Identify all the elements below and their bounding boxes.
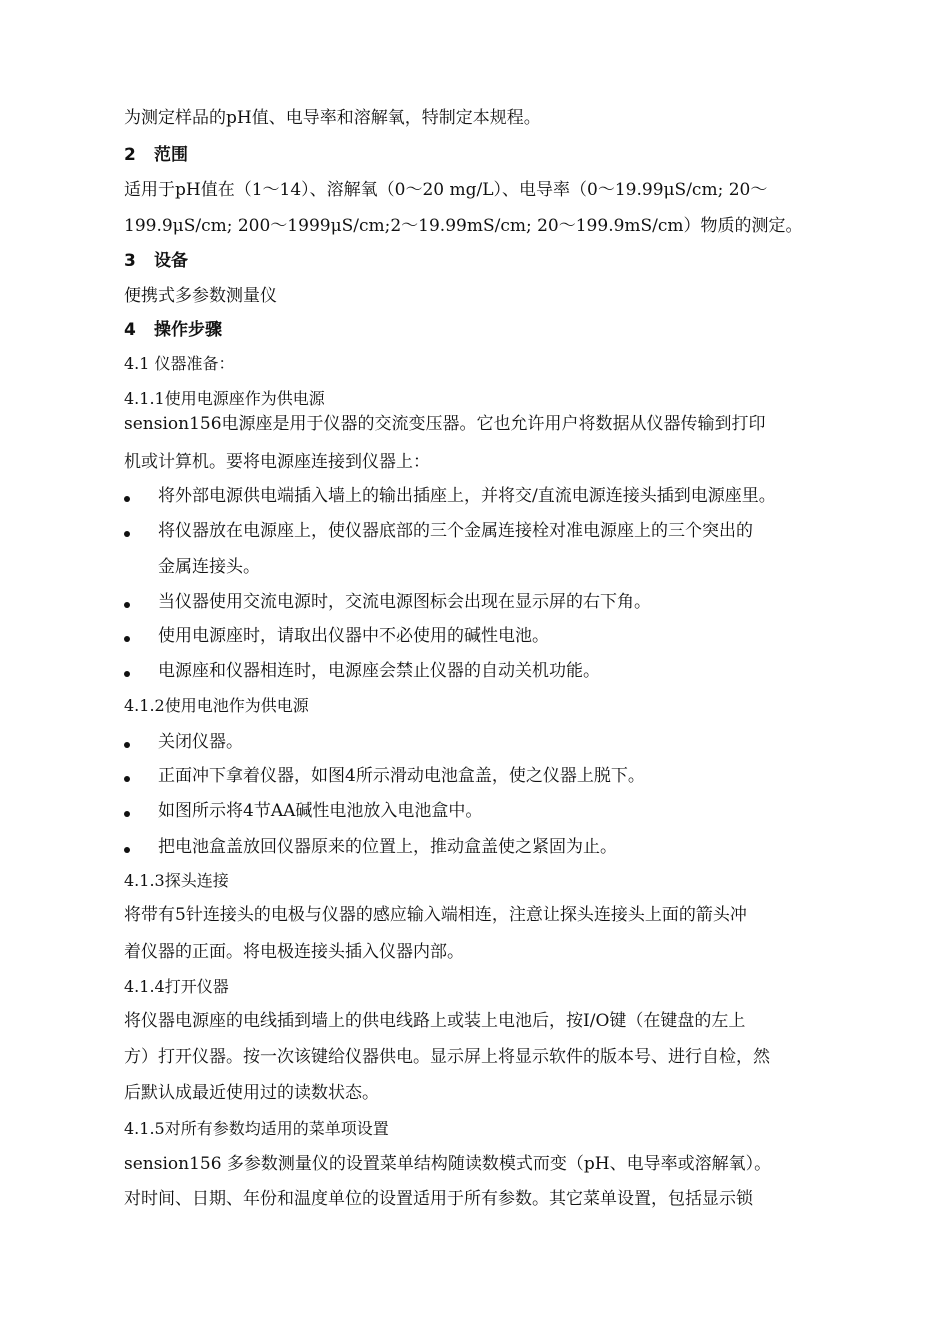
list-item-slide-cover: 正面冲下拿着仪器，如图4所示滑动电池盒盖，使之仪器上脱下。 — [158, 766, 645, 786]
bullet-dot — [124, 847, 130, 853]
list-item-replace-cover: 把电池盒盖放回仪器原来的位置上，推动盒盖使之紧固为止。 — [158, 837, 617, 857]
bullet-dot — [124, 602, 130, 608]
subsection-4-1-2: 4.1.2使用电池作为供电源 — [124, 696, 309, 715]
section-3-text: 便携式多参数测量仪 — [124, 286, 277, 306]
subsection-4-1-4: 4.1.4打开仪器 — [124, 977, 229, 996]
subsection-4-1-1: 4.1.1使用电源座作为供电源 — [124, 389, 325, 408]
bullet-dot — [124, 531, 130, 537]
bullet-dot — [124, 636, 130, 642]
subsection-4-1-1-text-line-1: sension156电源座是用于仪器的交流变压器。它也允许用户将数据从仪器传输到打印 — [124, 414, 766, 434]
subsection-4-1-4-text-line-1: 将仪器电源座的电线插到墙上的供电线路上或装上电池后，按I/O键（在键盘的左上 — [124, 1011, 746, 1031]
section-2-heading — [124, 144, 188, 166]
section-3-number: 3 — [124, 251, 136, 271]
section-2-title: 范围 — [154, 145, 188, 165]
bullet-dot — [124, 742, 130, 748]
section-2-number: 2 — [124, 145, 136, 165]
section-4-heading — [124, 319, 222, 341]
list-item-place-device-cont: 金属连接头。 — [158, 557, 260, 577]
section-2-text-line-2: 199.9μS/cm; 200～1999μS/cm;2～19.99mS/cm; 20～199.9mS/cm）物质的测定。 — [124, 216, 803, 236]
list-item-insert-batteries: 如图所示将4节AA碱性电池放入电池盒中。 — [158, 801, 483, 821]
section-3-heading — [124, 250, 188, 272]
subsection-4-1-5-text-line-1: sension156 多参数测量仪的设置菜单结构随读数模式而变（pH、电导率或溶解氧）。 — [124, 1154, 772, 1174]
list-item-remove-battery: 使用电源座时，请取出仪器中不必使用的碱性电池。 — [158, 626, 549, 646]
subsection-4-1-4-text-line-3: 后默认成最近使用过的读数状态。 — [124, 1083, 379, 1103]
section-3-title: 设备 — [154, 251, 188, 271]
subsection-4-1-3: 4.1.3探头连接 — [124, 871, 229, 890]
section-4-number: 4 — [124, 320, 136, 340]
subsection-4-1-3-text-line-2: 着仪器的正面。将电极连接头插入仪器内部。 — [124, 942, 464, 962]
list-item-auto-off: 电源座和仪器相连时，电源座会禁止仪器的自动关机功能。 — [158, 661, 600, 681]
section-4-title: 操作步骤 — [154, 320, 222, 340]
section-2-text-line-1: 适用于pH值在（1～14）、溶解氧（0～20 mg/L）、电导率（0～19.99μS/cm; 20～ — [124, 180, 768, 200]
subsection-4-1-4-text-line-2: 方）打开仪器。按一次该键给仪器供电。显示屏上将显示软件的版本号、进行自检，然 — [124, 1047, 770, 1067]
bullet-dot — [124, 811, 130, 817]
bullet-dot — [124, 776, 130, 782]
list-item-ac-icon: 当仪器使用交流电源时，交流电源图标会出现在显示屏的右下角。 — [158, 592, 651, 612]
subsection-4-1: 4.1 仪器准备： — [124, 354, 235, 373]
intro-paragraph: 为测定样品的pH值、电导率和溶解氧，特制定本规程。 — [124, 108, 541, 128]
subsection-4-1-3-text-line-1: 将带有5针连接头的电极与仪器的感应输入端相连，注意让探头连接头上面的箭头冲 — [124, 905, 747, 925]
list-item-place-device: 将仪器放在电源座上，使仪器底部的三个金属连接栓对准电源座上的三个突出的 — [158, 521, 753, 541]
list-item-power-off: 关闭仪器。 — [158, 732, 243, 752]
bullet-dot — [124, 671, 130, 677]
subsection-4-1-5: 4.1.5对所有参数均适用的菜单项设置 — [124, 1119, 389, 1138]
subsection-4-1-5-text-line-2: 对时间、日期、年份和温度单位的设置适用于所有参数。其它菜单设置，包括显示锁 — [124, 1189, 753, 1209]
list-item-power-plug: 将外部电源供电端插入墙上的输出插座上，并将交/直流电源连接头插到电源座里。 — [158, 486, 776, 506]
bullet-dot — [124, 496, 130, 502]
subsection-4-1-1-text-line-2: 机或计算机。要将电源座连接到仪器上： — [124, 452, 430, 472]
